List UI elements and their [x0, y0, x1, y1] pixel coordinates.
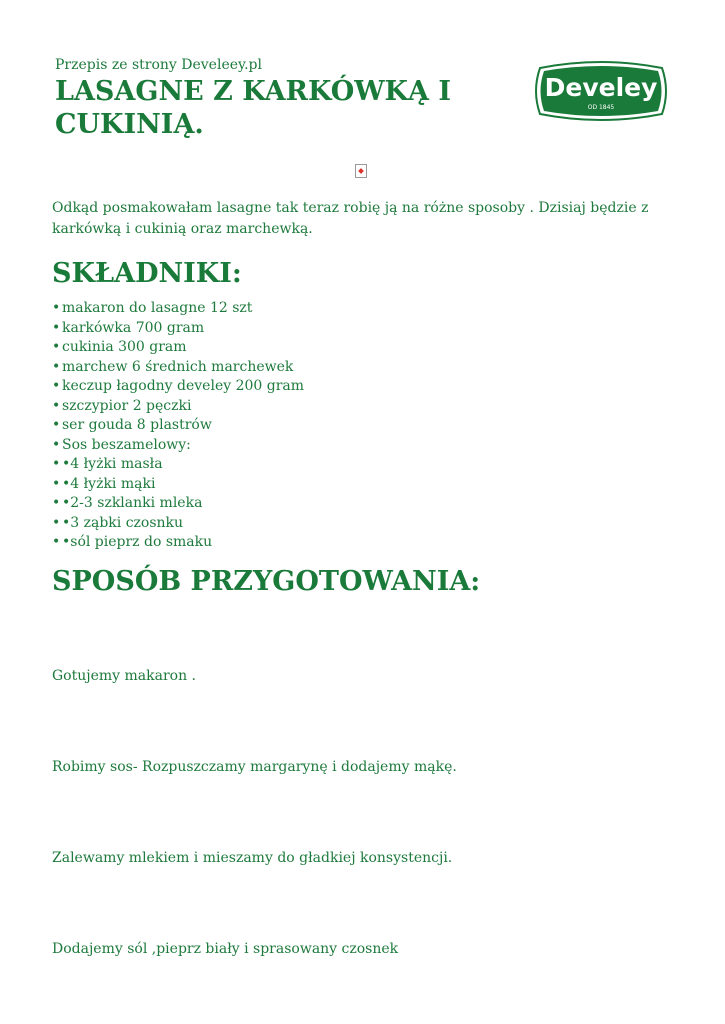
- ingredient-item: • •sól pieprz do smaku: [52, 533, 304, 553]
- ingredient-item: • •4 łyżki mąki: [52, 475, 304, 495]
- preparation-heading: SPOSÓB PRZYGOTOWANIA:: [52, 566, 481, 597]
- develey-logo: [530, 58, 672, 124]
- ingredient-item: • keczup łagodny develey 200 gram: [52, 377, 304, 397]
- ingredient-item: • •4 łyżki masła: [52, 455, 304, 475]
- ingredient-item: • szczypior 2 pęczki: [52, 397, 304, 417]
- ingredient-item: • ser gouda 8 plastrów: [52, 416, 304, 436]
- ingredient-item: • cukinia 300 gram: [52, 338, 304, 358]
- svg-text:Develey: Develey: [544, 73, 658, 102]
- ingredient-item: • •3 ząbki czosnku: [52, 514, 304, 534]
- ingredients-list: [52, 299, 304, 553]
- broken-image-icon: [355, 164, 367, 178]
- svg-text:OD 1845: OD 1845: [587, 104, 615, 111]
- preparation-step: Gotujemy makaron .: [52, 668, 197, 684]
- recipe-title: LASAGNE Z KARKÓWKĄ I CUKINIĄ.: [55, 76, 451, 140]
- ingredient-item: • •2-3 szklanki mleka: [52, 494, 304, 514]
- ingredients-heading: SKŁADNIKI:: [52, 258, 242, 289]
- ingredient-item: • Sos beszamelowy:: [52, 436, 304, 456]
- ingredient-item: • karkówka 700 gram: [52, 319, 304, 339]
- recipe-intro: Odkąd posmakowałam lasagne tak teraz robię ją na różne sposoby . Dzisiaj będzie z karkówką i cukinią oraz marchewką.: [52, 200, 649, 237]
- preparation-step: Zalewamy mlekiem i mieszamy do gładkiej konsystencji.: [52, 850, 453, 866]
- preparation-step: Robimy sos- Rozpuszczamy margarynę i dodajemy mąkę.: [52, 759, 457, 775]
- ingredient-item: • makaron do lasagne 12 szt: [52, 299, 304, 319]
- preparation-step: Dodajemy sól ,pieprz biały i sprasowany czosnek: [52, 941, 399, 957]
- ingredient-item: • marchew 6 średnich marchewek: [52, 358, 304, 378]
- recipe-source: Przepis ze strony Develeey.pl: [55, 57, 262, 73]
